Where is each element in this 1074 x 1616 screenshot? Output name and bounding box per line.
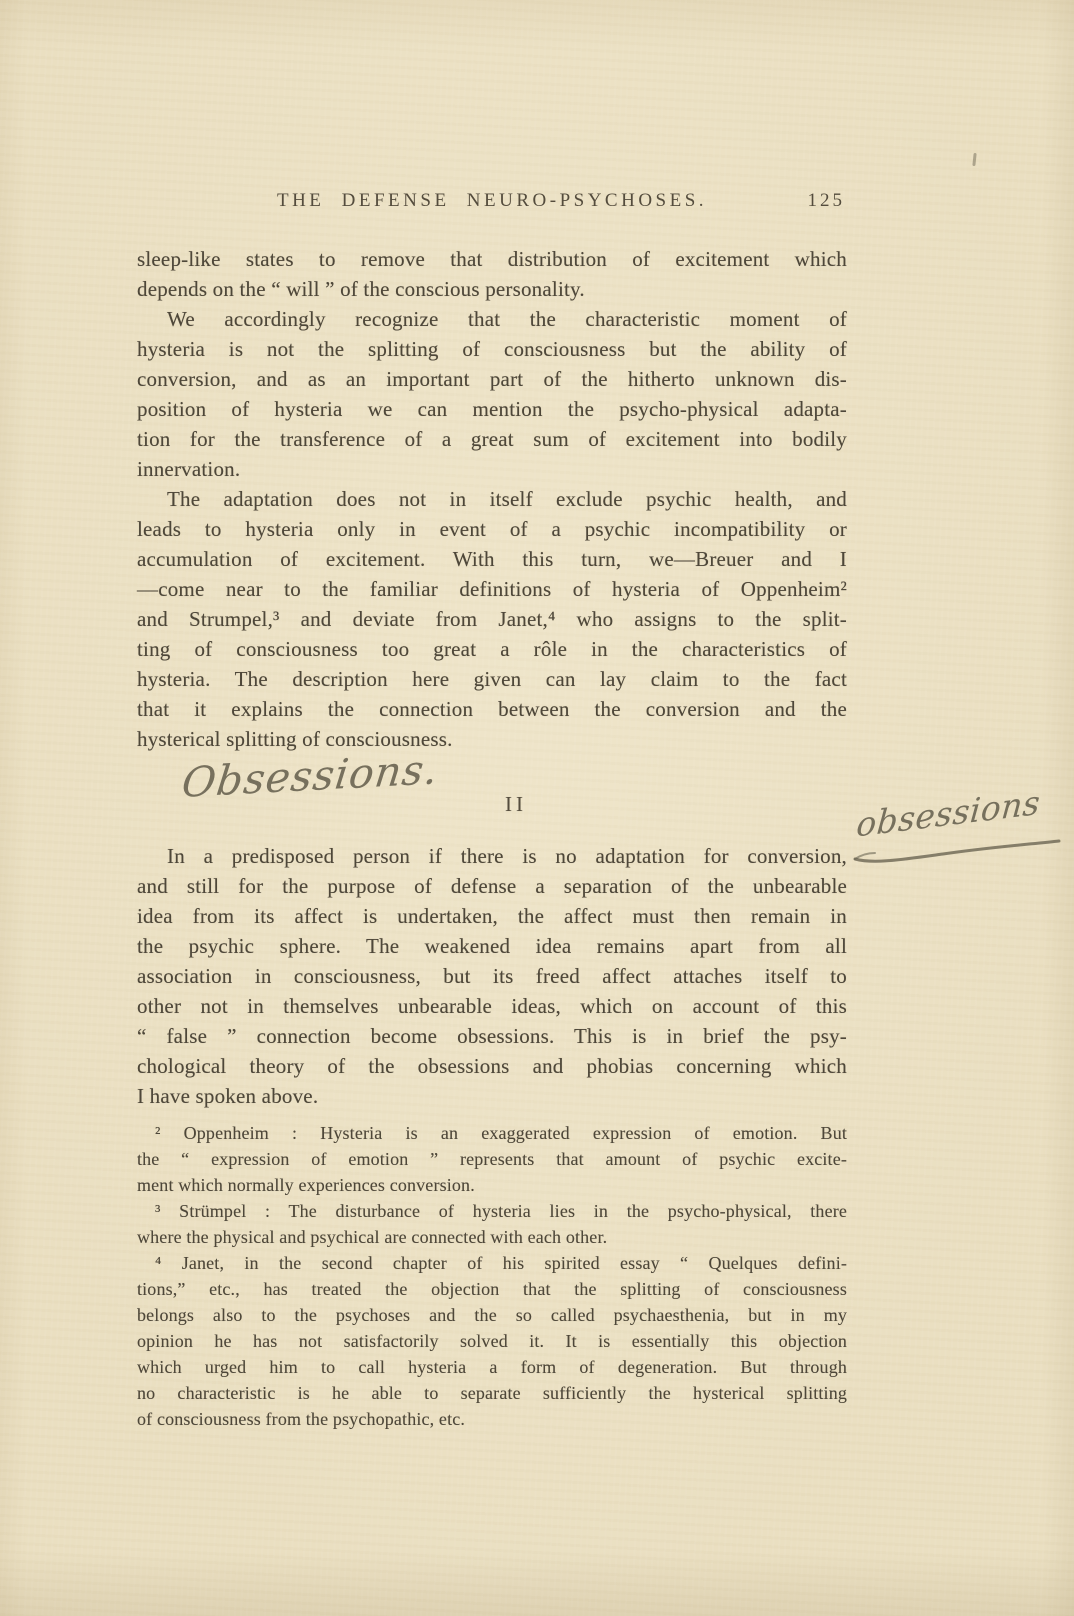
text-line: The adaptation does not in itself exclude psychic health, and — [167, 487, 847, 511]
handwritten-underline-stroke — [851, 836, 1065, 866]
stray-mark — [972, 153, 976, 166]
text-line: position of hysteria we can mention the psycho-physical adapta- — [137, 397, 847, 421]
text-line: leads to hysteria only in event of a psychic incompatibility or — [137, 517, 847, 541]
text-line: and Strumpel,³ and deviate from Janet,⁴ who assigns to the split- — [137, 607, 847, 631]
footnotes-block — [137, 1120, 847, 1432]
text-line: other not in themselves unbearable ideas, which on account of this — [137, 994, 847, 1018]
footnote-line: the “ expression of emotion ” represents that amount of psychic excite- — [137, 1149, 847, 1169]
section-heading: II — [505, 792, 527, 816]
footnote-line: tions,” etc., has treated the objection that the splitting of consciousness — [137, 1279, 847, 1299]
text-line: hysteria is not the splitting of consciousness but the ability of — [137, 337, 847, 361]
text-line: the psychic sphere. The weakened idea remains apart from all — [137, 934, 847, 958]
footnote-line: opinion he has not satisfactorily solved it. It is essentially this objection — [137, 1331, 847, 1351]
text-line: conversion, and as an important part of the hitherto unknown dis- — [137, 367, 847, 391]
footnote-line: belongs also to the psychoses and the so called psychaesthenia, but in my — [137, 1305, 847, 1325]
text-line: tion for the transference of a great sum of excitement into bodily — [137, 427, 847, 451]
text-line: association in consciousness, but its freed affect attaches itself to — [137, 964, 847, 988]
footnote-line: where the physical and psychical are connected with each other. — [137, 1227, 608, 1247]
handwritten-note-inline: Obsessions. — [179, 745, 442, 807]
footnote-line: which urged him to call hysteria a form of degeneration. But through — [137, 1357, 847, 1377]
page-title: THE DEFENSE NEURO-PSYCHOSES. — [276, 190, 708, 211]
text-line: “ false ” connection become obsessions. This is in brief the psy- — [137, 1024, 847, 1048]
text-line: hysteria. The description here given can lay claim to the fact — [137, 667, 847, 691]
text-line: idea from its affect is undertaken, the affect must then remain in — [137, 904, 847, 928]
text-line: chological theory of the obsessions and phobias concerning which — [137, 1054, 847, 1078]
text-line: and still for the purpose of defense a separation of the unbearable — [137, 874, 847, 898]
handwritten-note-margin: obsessions — [854, 782, 1042, 845]
footnote-line: of consciousness from the psychopathic, etc. — [137, 1409, 466, 1429]
text-line: I have spoken above. — [137, 1084, 319, 1108]
text-line: —come near to the familiar definitions of hysteria of Oppenheim² — [137, 577, 847, 601]
text-line: depends on the “ will ” of the conscious personality. — [137, 277, 585, 301]
running-head — [137, 190, 847, 216]
body-text-block-1 — [137, 244, 847, 754]
text-line: sleep-like states to remove that distribution of excitement which — [137, 247, 847, 271]
footnote-line: ³ Strümpel : The disturbance of hysteria lies in the psycho-physical, there — [155, 1201, 847, 1221]
footnote-line: ² Oppenheim : Hysteria is an exaggerated expression of emotion. But — [155, 1123, 847, 1143]
footnote-line: no characteristic is he able to separate sufficiently the hysterical splitting — [137, 1383, 847, 1403]
text-line: We accordingly recognize that the characteristic moment of — [167, 307, 847, 331]
text-line: hysterical splitting of consciousness. — [137, 727, 453, 751]
text-line: In a predisposed person if there is no adaptation for conversion, — [167, 844, 847, 868]
text-line: accumulation of excitement. With this turn, we—Breuer and I — [137, 547, 847, 571]
text-line: that it explains the connection between the conversion and the — [137, 697, 847, 721]
text-line: ting of consciousness too great a rôle in the characteristics of — [137, 637, 847, 661]
footnote-line: ⁴ Janet, in the second chapter of his spirited essay “ Quelques defini- — [155, 1253, 847, 1273]
body-text-block-2 — [137, 841, 847, 1111]
text-line: innervation. — [137, 457, 241, 481]
page-number: 125 — [807, 190, 845, 211]
footnote-line: ment which normally experiences conversion. — [137, 1175, 475, 1195]
